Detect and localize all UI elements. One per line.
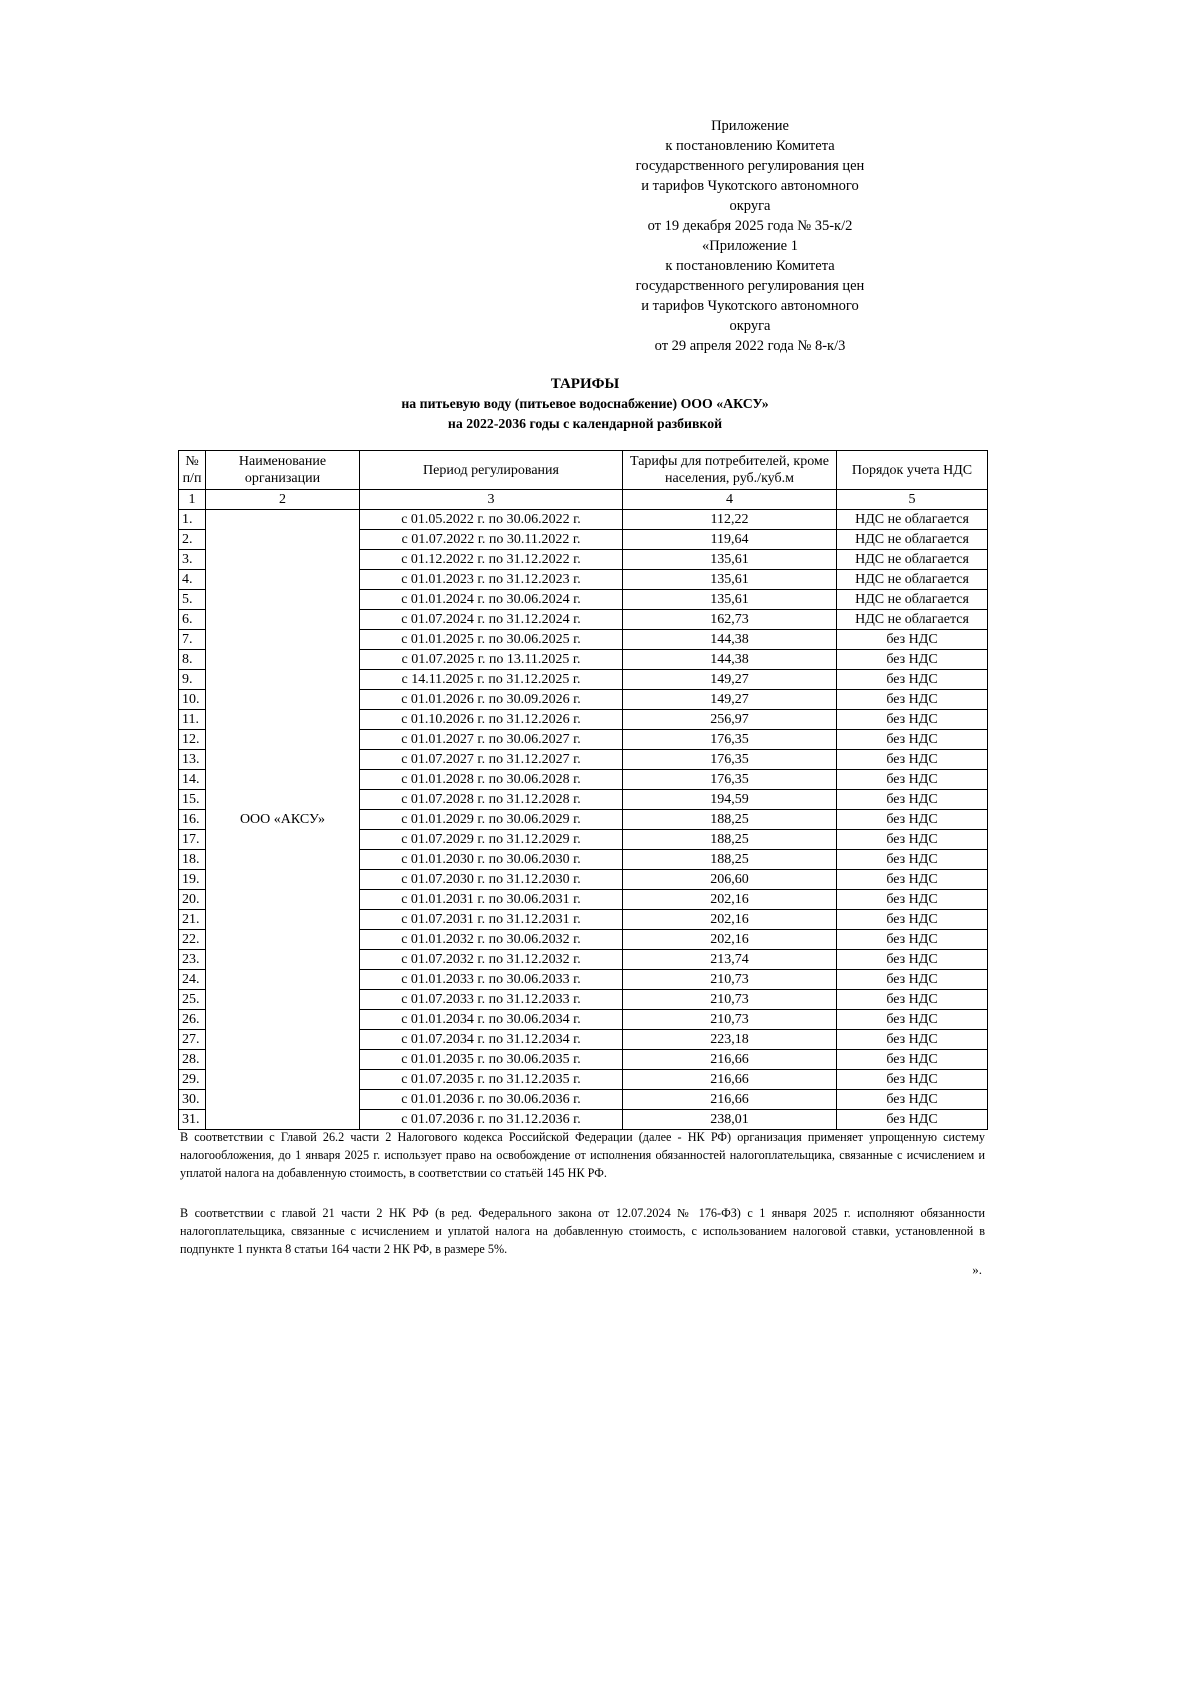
row-period: с 01.12.2022 г. по 31.12.2022 г. (360, 550, 623, 570)
row-vat: без НДС (837, 850, 988, 870)
row-period: с 01.01.2023 г. по 31.12.2023 г. (360, 570, 623, 590)
row-period: с 01.07.2030 г. по 31.12.2030 г. (360, 870, 623, 890)
row-tariff: 149,27 (623, 690, 837, 710)
row-vat: без НДС (837, 670, 988, 690)
row-vat: без НДС (837, 790, 988, 810)
row-period: с 01.07.2024 г. по 31.12.2024 г. (360, 610, 623, 630)
row-period: с 01.01.2030 г. по 30.06.2030 г. (360, 850, 623, 870)
prior-appendix-line: к постановлению Комитета (665, 258, 835, 274)
row-vat: без НДС (837, 890, 988, 910)
row-vat: НДС не облагается (837, 570, 988, 590)
col-number: 5 (837, 490, 988, 510)
row-tariff: 238,01 (623, 1110, 837, 1130)
row-tariff: 149,27 (623, 670, 837, 690)
row-number: 29. (179, 1070, 206, 1090)
header-num: № п/п (179, 451, 206, 490)
row-vat: без НДС (837, 750, 988, 770)
row-number: 28. (179, 1050, 206, 1070)
row-period: с 01.07.2022 г. по 30.11.2022 г. (360, 530, 623, 550)
row-number: 11. (179, 710, 206, 730)
header-org: Наименование организации (206, 451, 360, 490)
row-vat: без НДС (837, 1010, 988, 1030)
row-period: с 01.07.2025 г. по 13.11.2025 г. (360, 650, 623, 670)
row-tariff: 216,66 (623, 1090, 837, 1110)
row-vat: без НДС (837, 690, 988, 710)
row-period: с 01.01.2024 г. по 30.06.2024 г. (360, 590, 623, 610)
row-period: с 01.01.2033 г. по 30.06.2033 г. (360, 970, 623, 990)
row-number: 3. (179, 550, 206, 570)
row-period: с 01.01.2026 г. по 30.09.2026 г. (360, 690, 623, 710)
row-number: 10. (179, 690, 206, 710)
row-number: 23. (179, 950, 206, 970)
row-period: с 01.01.2029 г. по 30.06.2029 г. (360, 810, 623, 830)
row-number: 20. (179, 890, 206, 910)
row-period: с 01.01.2031 г. по 30.06.2031 г. (360, 890, 623, 910)
row-period: с 14.11.2025 г. по 31.12.2025 г. (360, 670, 623, 690)
row-period: с 01.01.2027 г. по 30.06.2027 г. (360, 730, 623, 750)
row-tariff: 176,35 (623, 730, 837, 750)
note-vat-rate: В соответствии с главой 21 части 2 НК РФ (в ред. Федерального закона от 12.07.2024 № 176-ФЗ) с 1 января 2025 г. исполняют обязанности налогоплательщика, связанные с исчислением и уплатой налога на добавленную стоимость, с использованием налоговой ставки, установленной в подпункте 1 пункта 8 статьи 164 части 2 НК РФ, в размере 5%. (180, 1206, 985, 1256)
col-number: 4 (623, 490, 837, 510)
row-number: 4. (179, 570, 206, 590)
row-vat: без НДС (837, 1110, 988, 1130)
row-period: с 01.01.2035 г. по 30.06.2035 г. (360, 1050, 623, 1070)
row-tariff: 202,16 (623, 890, 837, 910)
row-number: 12. (179, 730, 206, 750)
row-tariff: 135,61 (623, 590, 837, 610)
row-number: 24. (179, 970, 206, 990)
row-vat: без НДС (837, 830, 988, 850)
closing-quote: ». (972, 1262, 982, 1277)
row-period: с 01.07.2036 г. по 31.12.2036 г. (360, 1110, 623, 1130)
row-tariff: 188,25 (623, 850, 837, 870)
row-vat: НДС не облагается (837, 550, 988, 570)
title-main: ТАРИФЫ (550, 376, 620, 392)
row-number: 8. (179, 650, 206, 670)
row-period: с 01.01.2028 г. по 30.06.2028 г. (360, 770, 623, 790)
row-tariff: 135,61 (623, 550, 837, 570)
row-tariff: 135,61 (623, 570, 837, 590)
row-period: с 01.07.2032 г. по 31.12.2032 г. (360, 950, 623, 970)
prior-appendix-date: от 29 апреля 2022 года № 8-к/3 (654, 338, 846, 354)
row-number: 25. (179, 990, 206, 1010)
row-tariff: 188,25 (623, 810, 837, 830)
row-vat: без НДС (837, 710, 988, 730)
prior-appendix-line: государственного регулирования цен (635, 278, 865, 294)
row-number: 7. (179, 630, 206, 650)
row-period: с 01.01.2034 г. по 30.06.2034 г. (360, 1010, 623, 1030)
row-tariff: 176,35 (623, 750, 837, 770)
appendix-line: государственного регулирования цен (635, 158, 865, 174)
row-number: 15. (179, 790, 206, 810)
row-tariff: 144,38 (623, 650, 837, 670)
row-tariff: 210,73 (623, 1010, 837, 1030)
row-number: 16. (179, 810, 206, 830)
row-period: с 01.07.2028 г. по 31.12.2028 г. (360, 790, 623, 810)
appendix-header (620, 116, 880, 236)
row-vat: без НДС (837, 930, 988, 950)
row-vat: без НДС (837, 970, 988, 990)
col-number: 1 (179, 490, 206, 510)
row-period: с 01.10.2026 г. по 31.12.2026 г. (360, 710, 623, 730)
header-tariff: Тарифы для потребителей, кроме населения, руб./куб.м (623, 451, 837, 490)
row-number: 31. (179, 1110, 206, 1130)
row-vat: без НДС (837, 910, 988, 930)
row-tariff: 119,64 (623, 530, 837, 550)
row-period: с 01.07.2027 г. по 31.12.2027 г. (360, 750, 623, 770)
row-tariff: 194,59 (623, 790, 837, 810)
row-number: 6. (179, 610, 206, 630)
row-vat: без НДС (837, 1090, 988, 1110)
row-period: с 01.01.2032 г. по 30.06.2032 г. (360, 930, 623, 950)
row-number: 13. (179, 750, 206, 770)
row-tariff: 202,16 (623, 910, 837, 930)
row-number: 26. (179, 1010, 206, 1030)
row-vat: без НДС (837, 810, 988, 830)
row-number: 21. (179, 910, 206, 930)
row-tariff: 210,73 (623, 990, 837, 1010)
row-tariff: 206,60 (623, 870, 837, 890)
row-vat: без НДС (837, 990, 988, 1010)
appendix-line: и тарифов Чукотского автономного округа (641, 178, 859, 214)
row-vat: НДС не облагается (837, 510, 988, 530)
row-tariff: 223,18 (623, 1030, 837, 1050)
row-vat: НДС не облагается (837, 610, 988, 630)
row-vat: без НДС (837, 1030, 988, 1050)
row-number: 22. (179, 930, 206, 950)
row-number: 18. (179, 850, 206, 870)
table-row (179, 510, 988, 530)
row-vat: без НДС (837, 870, 988, 890)
row-period: с 01.05.2022 г. по 30.06.2022 г. (360, 510, 623, 530)
row-vat: без НДС (837, 1050, 988, 1070)
row-tariff: 144,38 (623, 630, 837, 650)
row-vat: без НДС (837, 950, 988, 970)
row-vat: без НДС (837, 1070, 988, 1090)
appendix-line: к постановлению Комитета (665, 138, 835, 154)
col-number: 3 (360, 490, 623, 510)
row-tariff: 188,25 (623, 830, 837, 850)
prior-appendix-header (620, 236, 880, 356)
row-vat: НДС не облагается (837, 530, 988, 550)
prior-appendix-line: и тарифов Чукотского автономного округа (641, 298, 859, 334)
title-subtitle: на 2022-2036 годы с календарной разбивкой (447, 416, 723, 431)
row-tariff: 256,97 (623, 710, 837, 730)
appendix-date: от 19 декабря 2025 года № 35-к/2 (647, 218, 853, 234)
row-period: с 01.07.2031 г. по 31.12.2031 г. (360, 910, 623, 930)
tariff-rows (179, 510, 988, 1130)
row-number: 30. (179, 1090, 206, 1110)
row-number: 9. (179, 670, 206, 690)
row-period: с 01.07.2029 г. по 31.12.2029 г. (360, 830, 623, 850)
note-simplified-tax: В соответствии с Главой 26.2 части 2 Налогового кодекса Российской Федерации (далее - НК РФ) организация применяет упрощенную систему налогообложения, до 1 января 2025 г. использует право на освобождение от исполнения обязанностей налогоплательщика, связанные с исчислением и уплатой налога на добавленную стоимость, в соответствии со статьёй 145 НК РФ. (180, 1130, 985, 1180)
row-period: с 01.01.2036 г. по 30.06.2036 г. (360, 1090, 623, 1110)
row-tariff: 213,74 (623, 950, 837, 970)
row-number: 5. (179, 590, 206, 610)
row-vat: НДС не облагается (837, 590, 988, 610)
header-period: Период регулирования (360, 451, 623, 490)
document-title (180, 374, 990, 434)
row-tariff: 216,66 (623, 1050, 837, 1070)
col-number: 2 (206, 490, 360, 510)
row-number: 1. (179, 510, 206, 530)
row-tariff: 216,66 (623, 1070, 837, 1090)
title-subtitle: на питьевую воду (питьевое водоснабжение) ООО «АКСУ» (401, 396, 769, 411)
row-vat: без НДС (837, 630, 988, 650)
row-vat: без НДС (837, 770, 988, 790)
row-period: с 01.01.2025 г. по 30.06.2025 г. (360, 630, 623, 650)
row-number: 27. (179, 1030, 206, 1050)
row-tariff: 176,35 (623, 770, 837, 790)
row-number: 19. (179, 870, 206, 890)
row-tariff: 202,16 (623, 930, 837, 950)
prior-appendix-line: «Приложение 1 (702, 238, 798, 254)
header-vat: Порядок учета НДС (837, 451, 988, 490)
row-vat: без НДС (837, 650, 988, 670)
row-tariff: 112,22 (623, 510, 837, 530)
row-period: с 01.07.2033 г. по 31.12.2033 г. (360, 990, 623, 1010)
organization-name: ООО «АКСУ» (206, 510, 360, 1130)
row-period: с 01.07.2035 г. по 31.12.2035 г. (360, 1070, 623, 1090)
row-number: 17. (179, 830, 206, 850)
row-number: 14. (179, 770, 206, 790)
row-period: с 01.07.2034 г. по 31.12.2034 г. (360, 1030, 623, 1050)
tariff-table (178, 450, 988, 1130)
row-vat: без НДС (837, 730, 988, 750)
row-number: 2. (179, 530, 206, 550)
appendix-line: Приложение (711, 118, 789, 134)
row-tariff: 210,73 (623, 970, 837, 990)
row-tariff: 162,73 (623, 610, 837, 630)
